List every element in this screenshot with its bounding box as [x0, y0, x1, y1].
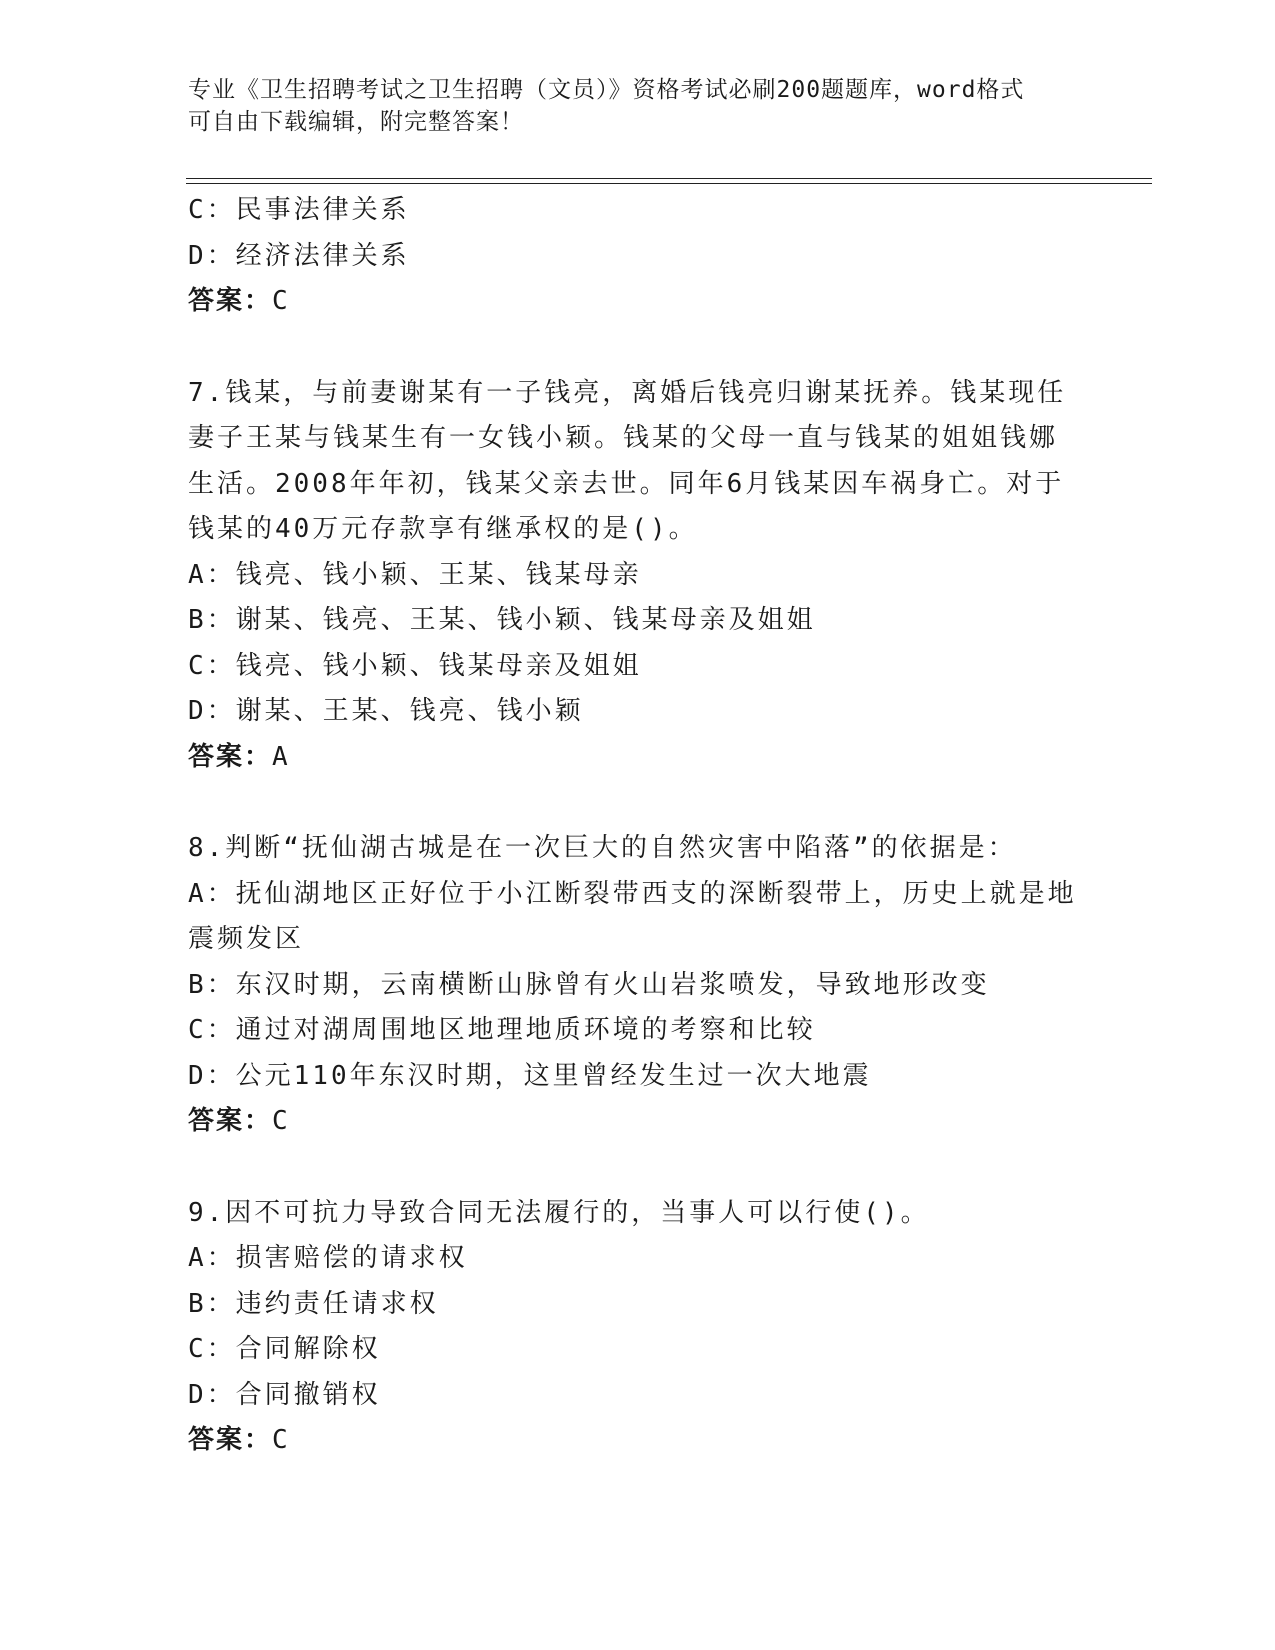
header-rule-top [186, 178, 1152, 179]
answer-label: 答案： [188, 741, 273, 772]
question-spacer [188, 780, 1088, 826]
answer-value: C [272, 286, 290, 316]
question-stem-line: 7.钱某，与前妻谢某有一子钱亮，离婚后钱亮归谢某抚养。钱某现任 [188, 377, 1067, 408]
answer-label: 答案： [188, 1425, 273, 1455]
question-stem-line: 钱某的40万元存款享有继承权的是()。 [188, 514, 698, 544]
question-stem-line: 妻子王某与钱某生有一女钱小颖。钱某的父母一直与钱某的姐姐钱娜 [188, 423, 1059, 453]
option-c: C：钱亮、钱小颖、钱某母亲及姐姐 [188, 650, 642, 681]
answer-line [188, 1418, 1088, 1464]
option-c: C：民事法律关系 [188, 195, 410, 225]
question-spacer [188, 325, 1088, 371]
option-c: C：通过对湖周围地区地理地质环境的考察和比较 [188, 1015, 816, 1045]
question-8 [188, 826, 1088, 1145]
option-d: D：谢某、王某、钱亮、钱小颖 [188, 696, 584, 726]
answer-value: C [272, 1106, 290, 1136]
question-stem-line: 生活。2008年年初，钱某父亲去世。同年6月钱某因车祸身亡。对于 [188, 468, 1065, 499]
question-stem-line: 8.判断“抚仙湖古城是在一次巨大的自然灾害中陷落”的依据是： [188, 833, 1017, 863]
question-6 [188, 188, 1088, 325]
question-7 [188, 371, 1088, 781]
option-c: C：合同解除权 [188, 1334, 381, 1364]
answer-line [188, 735, 1088, 781]
option-a: A：损害赔偿的请求权 [188, 1243, 468, 1273]
answer-line [188, 279, 1088, 325]
header-line-2: 可自由下载编辑，附完整答案！ [188, 109, 524, 135]
document-header [188, 74, 1088, 138]
option-a-continued: 震频发区 [188, 924, 305, 954]
option-d: D：经济法律关系 [188, 240, 410, 271]
question-9 [188, 1191, 1088, 1464]
option-b: B：谢某、钱亮、王某、钱小颖、钱某母亲及姐姐 [188, 605, 816, 635]
question-stem-line: 9.因不可抗力导致合同无法履行的，当事人可以行使()。 [188, 1197, 930, 1228]
option-d: D：合同撤销权 [188, 1379, 381, 1410]
question-spacer [188, 1145, 1088, 1191]
option-a: A：钱亮、钱小颖、王某、钱某母亲 [188, 559, 642, 590]
answer-value: C [272, 1425, 290, 1455]
answer-line [188, 1099, 1088, 1145]
header-rule-bottom [186, 183, 1152, 184]
header-line-1: 专业《卫生招聘考试之卫生招聘（文员）》资格考试必刷200题题库，word格式 [188, 77, 1025, 103]
option-b: B：违约责任请求权 [188, 1288, 439, 1319]
document-body [188, 188, 1088, 1464]
option-d: D：公元110年东汉时期，这里曾经发生过一次大地震 [188, 1060, 872, 1091]
option-b: B：东汉时期，云南横断山脉曾有火山岩浆喷发，导致地形改变 [188, 969, 990, 1000]
option-a: A：抚仙湖地区正好位于小江断裂带西支的深断裂带上，历史上就是地 [188, 878, 1077, 909]
answer-label: 答案： [188, 286, 273, 316]
answer-label: 答案： [188, 1106, 273, 1136]
answer-value: A [272, 741, 290, 772]
